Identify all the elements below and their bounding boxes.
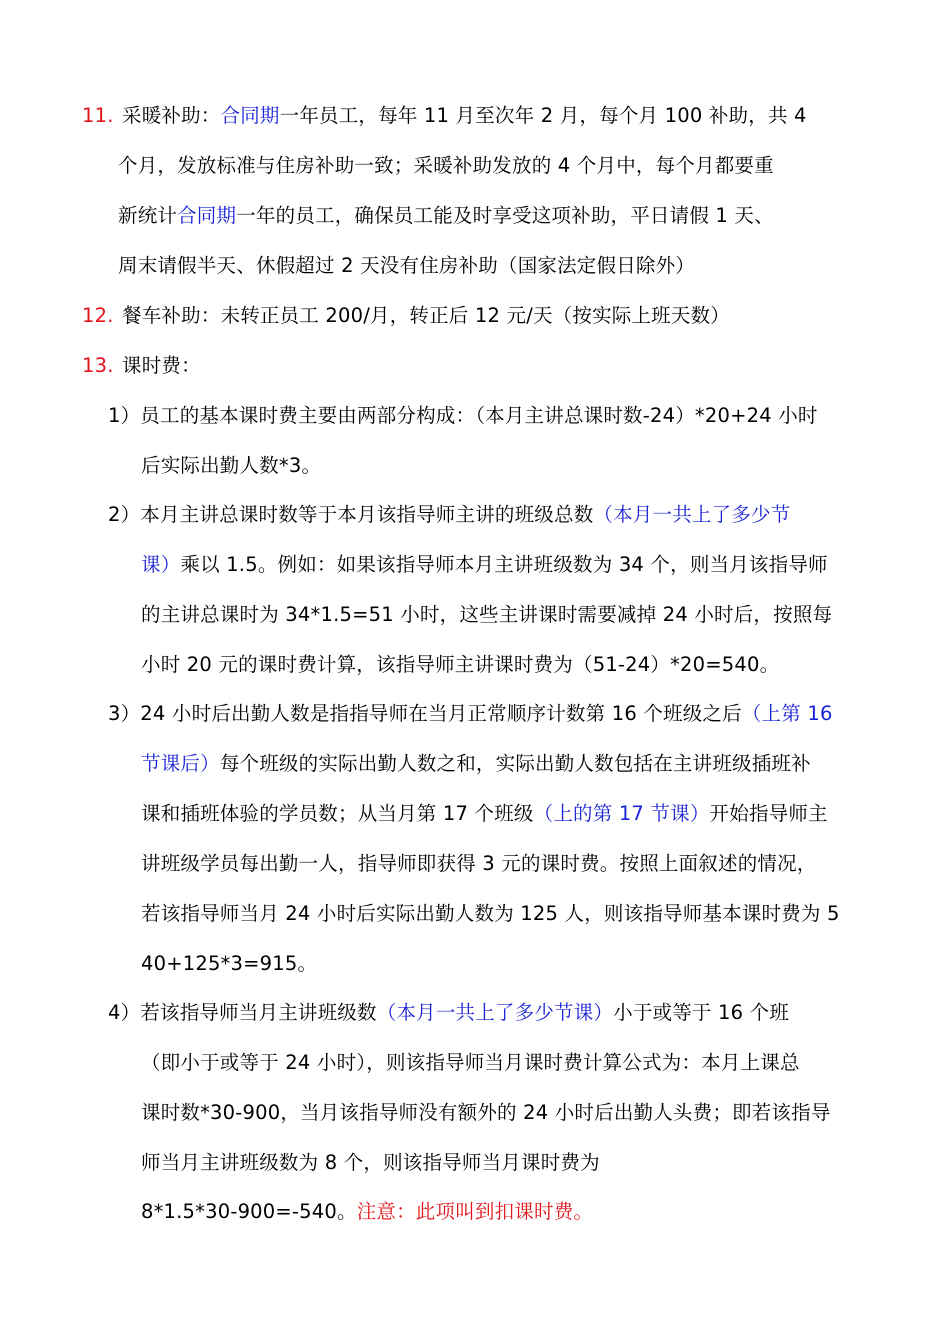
item-13-p3-text-b: 每个班级的实际出勤人数之和，实际出勤人数包括在主讲班级插班补: [219, 752, 811, 775]
item-13-p4-formula: 8*1.5*30-900=-540。: [141, 1200, 357, 1223]
item-13-p4-line-5: [141, 1198, 593, 1226]
item-13-p3-line-1: [108, 700, 833, 728]
item-13-p4-text-a: 4）若该指导师当月主讲班级数: [108, 1001, 377, 1024]
item-11-number: 11.: [82, 104, 114, 127]
item-11-line-2: 个月，发放标准与住房补助一致；采暖补助发放的 4 个月中，每个月都要重: [118, 154, 774, 177]
item-13-p1-line-1: 1）员工的基本课时费主要由两部分构成：（本月主讲总课时数-24）*20+24 小时: [108, 404, 818, 427]
item-13-p2-text-b: 乘以 1.5。例如：如果该指导师本月主讲班级数为 34 个，则当月该指导师: [180, 553, 828, 576]
item-13-p2-note-blue: （本月一共上了多少节: [593, 503, 791, 526]
item-13-p3-line-3: [141, 800, 828, 828]
item-13-p2-line-4: 小时 20 元的课时费计算，该指导师主讲课时费为（51-24）*20=540。: [141, 653, 780, 676]
item-13-p3-text-a: 3）24 小时后出勤人数是指指导师在当月正常顺序计数第 16 个班级之后: [108, 702, 742, 725]
item-11-text-c: 一年员工，每年 11 月至次年 2 月，每个月 100 补助，共 4: [279, 104, 807, 127]
item-13-p4-text-c: 小于或等于 16 个班: [613, 1001, 790, 1024]
item-13-p3-line-2: [141, 750, 811, 778]
item-13-number: 13.: [82, 354, 114, 377]
item-13-p3-line-4: 讲班级学员每出勤一人，指导师即获得 3 元的课时费。按照上面叙述的情况，: [141, 852, 817, 875]
item-13-p2-line-3: 的主讲总课时为 34*1.5=51 小时，这些主讲课时需要减掉 24 小时后，按照每: [141, 603, 833, 626]
item-13-p2-line-1: [108, 501, 790, 529]
item-13-p4-line-4: 师当月主讲班级数为 8 个，则该指导师当月课时费为: [141, 1151, 600, 1174]
item-13-p3-l3-text-c: 开始指导师主: [709, 802, 828, 825]
item-13-p3-note-blue-end: 节课后）: [141, 752, 220, 775]
item-13-p4-line-1: [108, 999, 789, 1027]
item-13-p3-note-blue: （上第 16: [741, 702, 833, 725]
item-13-title: 课时费：: [122, 354, 201, 377]
item-13-title-line: [82, 352, 201, 380]
item-11-text-a: 采暖补助：: [122, 104, 221, 127]
item-13-p3-l3-text-a: 课和插班体验的学员数；从当月第 17 个班级: [141, 802, 534, 825]
item-11-line-4: 周末请假半天、休假超过 2 天没有住房补助（国家法定假日除外）: [118, 254, 696, 277]
item-13-p1-line-2: 后实际出勤人数*3。: [141, 454, 322, 477]
item-13-p4-note-blue: （本月一共上了多少节课）: [376, 1001, 614, 1024]
item-12-number: 12.: [82, 304, 114, 327]
item-13-p2-note-blue-end: 课）: [141, 553, 181, 576]
item-11-line-1: [82, 102, 807, 130]
item-13-p4-warning: 注意：此项叫到扣课时费。: [356, 1200, 594, 1223]
item-13-p4-line-2: （即小于或等于 24 小时），则该指导师当月课时费计算公式为：本月上课总: [141, 1051, 800, 1074]
contract-period-highlight: 合同期: [220, 104, 280, 127]
item-13-p2-text-a: 2）本月主讲总课时数等于本月该指导师主讲的班级总数: [108, 503, 594, 526]
item-13-p2-line-2: [141, 551, 828, 579]
item-11-l3-text-c: 一年的员工，确保员工能及时享受这项补助，平日请假 1 天、: [236, 204, 774, 227]
item-13-p3-line-6: 40+125*3=915。: [141, 952, 318, 975]
item-11-l3-text-a: 新统计: [118, 204, 178, 227]
item-13-p3-note-blue-2: （上的第 17 节课）: [533, 802, 710, 825]
item-12-line-1: [82, 302, 730, 330]
item-11-line-3: [118, 202, 774, 230]
item-13-p4-line-3: 课时数*30-900，当月该指导师没有额外的 24 小时后出勤人头费；即若该指导: [141, 1101, 831, 1124]
item-12-text: 餐车补助：未转正员工 200/月，转正后 12 元/天（按实际上班天数）: [122, 304, 730, 327]
contract-period-highlight-2: 合同期: [177, 204, 237, 227]
item-13-p3-line-5: 若该指导师当月 24 小时后实际出勤人数为 125 人，则该指导师基本课时费为 5: [141, 902, 840, 925]
